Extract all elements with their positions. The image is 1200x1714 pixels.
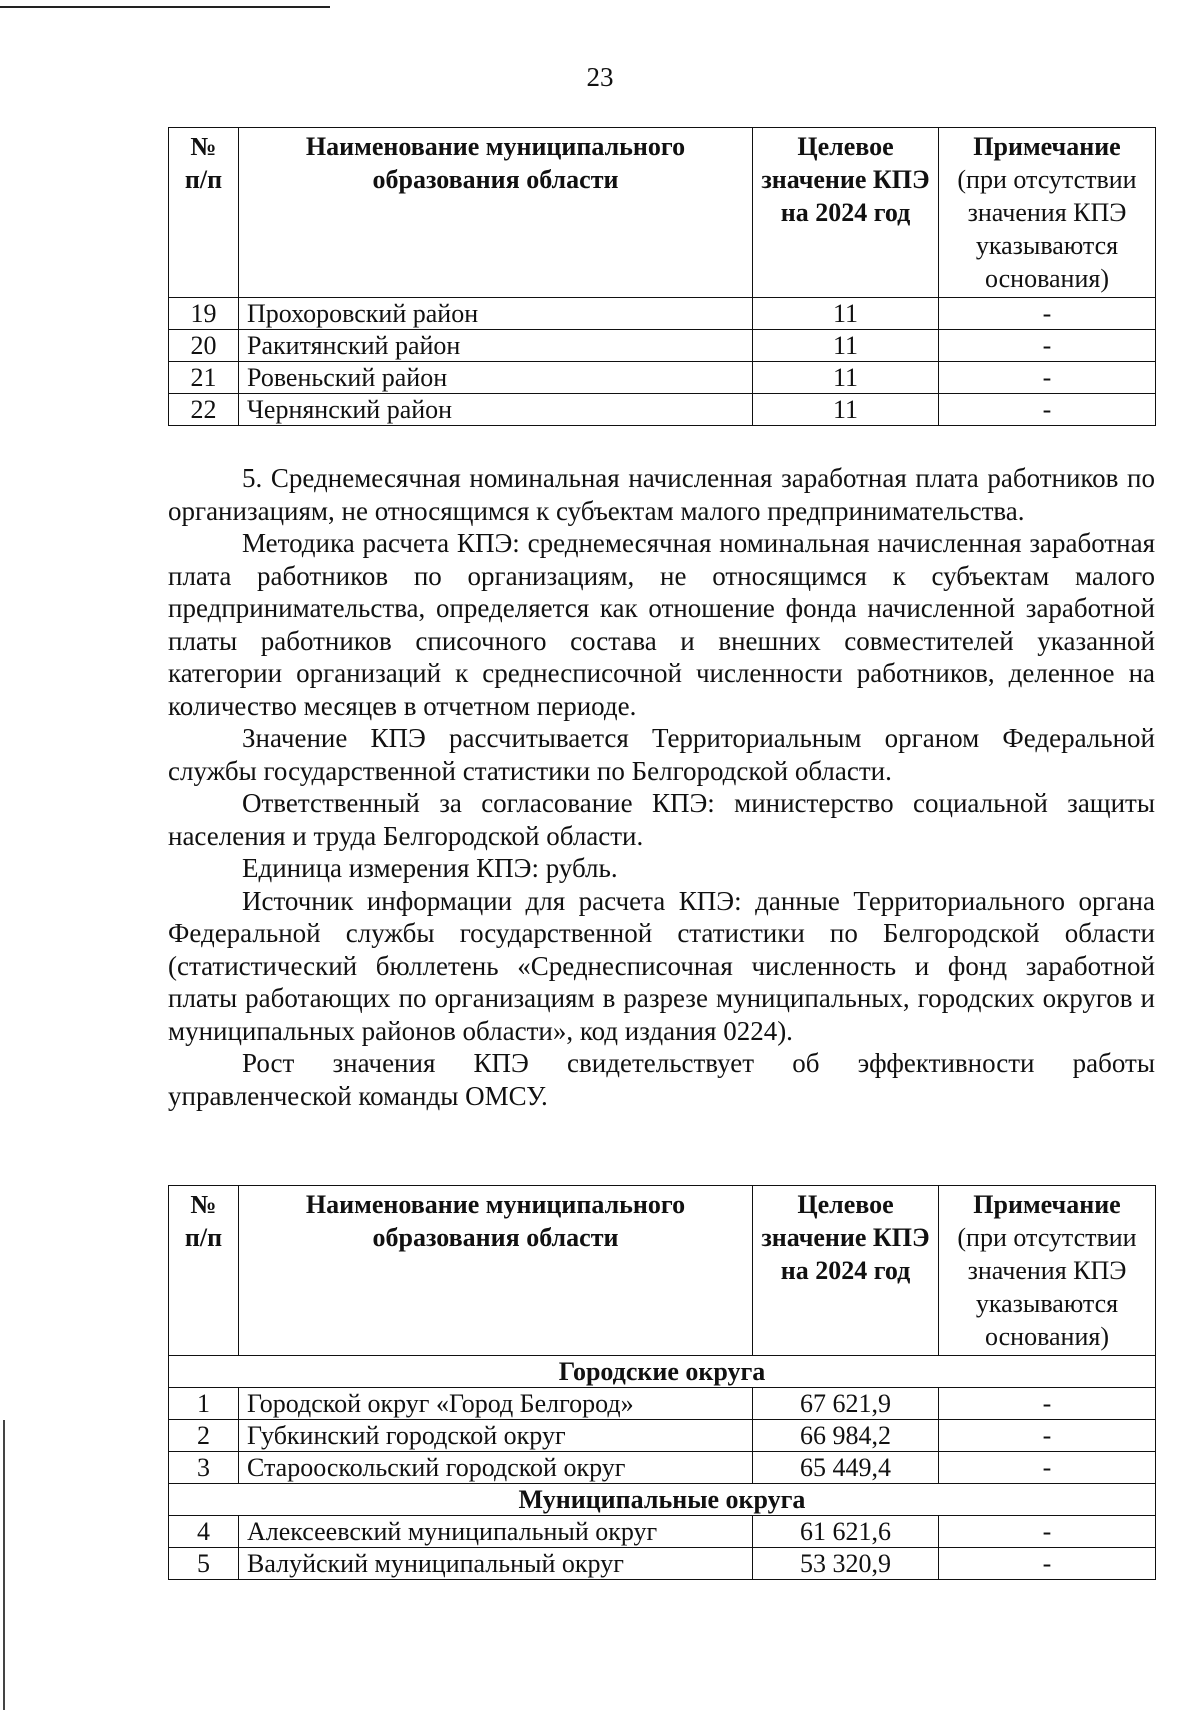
row-target: 53 320,9: [753, 1548, 939, 1580]
header-note: Примечание (при отсутствии значения КПЭ указываются основания): [939, 1186, 1156, 1356]
table-row: [169, 1516, 1156, 1548]
row-name: Чернянский район: [239, 394, 753, 426]
row-note: -: [939, 1548, 1156, 1580]
table-row: [169, 1420, 1156, 1452]
unit-paragraph: Единица измерения КПЭ: рубль.: [242, 853, 618, 883]
growth-paragraph: Рост значения КПЭ свидетельствует об эффективности работы управленческой команды ОМСУ.: [168, 1048, 1155, 1111]
table-row: [169, 394, 1156, 426]
row-target: 65 449,4: [753, 1452, 939, 1484]
row-name: Старооскольский городской округ: [239, 1452, 753, 1484]
kpe-heading: 5. Среднемесячная номинальная начисленная заработная плата работников по организациям, не относящимся к субъектам малого предпринимательства.: [168, 463, 1155, 526]
group-row: [169, 1484, 1156, 1516]
methodology-paragraph: Методика расчета КПЭ: среднемесячная номинальная начисленная заработная плата работников по организациям, не относящимся к субъектам малого предпринимательства, определяется как отношение фонда начисленной заработной платы работников списочного состава и внешних совместителей указанной категории организаций к среднесписочной численности работников, деленное на количество месяцев в отчетном периоде.: [168, 528, 1155, 721]
header-target: Целевое значение КПЭ на 2024 год: [753, 128, 939, 298]
row-note: -: [939, 1516, 1156, 1548]
calculated-by-paragraph: Значение КПЭ рассчитывается Территориальным органом Федеральной службы государственной статистики по Белгородской области.: [168, 723, 1155, 786]
group-row: [169, 1356, 1156, 1388]
group-title-urban-districts: Городские округа: [169, 1356, 1156, 1388]
row-note: -: [939, 330, 1156, 362]
row-note: -: [939, 394, 1156, 426]
row-note: -: [939, 1388, 1156, 1420]
row-num: 19: [169, 298, 239, 330]
row-target: 11: [753, 362, 939, 394]
left-edge-rule: [3, 1420, 5, 1710]
row-target: 61 621,6: [753, 1516, 939, 1548]
header-name: Наименование муниципального образования области: [239, 1186, 753, 1356]
header-num: № п/п: [169, 1186, 239, 1356]
kpe-table-continued: [168, 127, 1156, 426]
table-row: [169, 362, 1156, 394]
row-target: 66 984,2: [753, 1420, 939, 1452]
row-target: 11: [753, 394, 939, 426]
top-edge-rule: [0, 6, 330, 8]
row-target: 11: [753, 298, 939, 330]
row-name: Прохоровский район: [239, 298, 753, 330]
table-row: [169, 298, 1156, 330]
row-name: Алексеевский муниципальный округ: [239, 1516, 753, 1548]
source-paragraph: Источник информации для расчета КПЭ: данные Территориального органа Федеральной службы государственной статистики по Белгородской области (статистический бюллетень «Среднесписочная численность и фонд заработной платы работающих по организациям в разрезе муниципальных, городских округов и муниципальных районов области», код издания 0224).: [168, 885, 1155, 1046]
kpe-table-salary: [168, 1185, 1156, 1580]
row-name: Валуйский муниципальный округ: [239, 1548, 753, 1580]
header-name: Наименование муниципального образования области: [239, 128, 753, 298]
table-header-row: [169, 128, 1156, 298]
table-row: [169, 1452, 1156, 1484]
row-target: 67 621,9: [753, 1388, 939, 1420]
row-note: -: [939, 1420, 1156, 1452]
row-note: -: [939, 1452, 1156, 1484]
row-note: -: [939, 298, 1156, 330]
table-header-row: [169, 1186, 1156, 1356]
row-num: 21: [169, 362, 239, 394]
row-num: 22: [169, 394, 239, 426]
table-row: [169, 1388, 1156, 1420]
row-num: 3: [169, 1452, 239, 1484]
row-num: 4: [169, 1516, 239, 1548]
table-row: [169, 1548, 1156, 1580]
row-name: Городской округ «Город Белгород»: [239, 1388, 753, 1420]
kpe-description: [168, 462, 1155, 1112]
row-num: 2: [169, 1420, 239, 1452]
row-name: Ровеньский район: [239, 362, 753, 394]
header-target: Целевое значение КПЭ на 2024 год: [753, 1186, 939, 1356]
row-note: -: [939, 362, 1156, 394]
page-number: 23: [586, 62, 614, 92]
table-row: [169, 330, 1156, 362]
group-title-municipal-districts: Муниципальные округа: [169, 1484, 1156, 1516]
header-num: № п/п: [169, 128, 239, 298]
row-name: Губкинский городской округ: [239, 1420, 753, 1452]
header-note: Примечание (при отсутствии значения КПЭ указываются основания): [939, 128, 1156, 298]
row-num: 20: [169, 330, 239, 362]
row-name: Ракитянский район: [239, 330, 753, 362]
responsible-paragraph: Ответственный за согласование КПЭ: министерство социальной защиты населения и труда Белгородской области.: [168, 788, 1155, 851]
row-target: 11: [753, 330, 939, 362]
row-num: 1: [169, 1388, 239, 1420]
row-num: 5: [169, 1548, 239, 1580]
